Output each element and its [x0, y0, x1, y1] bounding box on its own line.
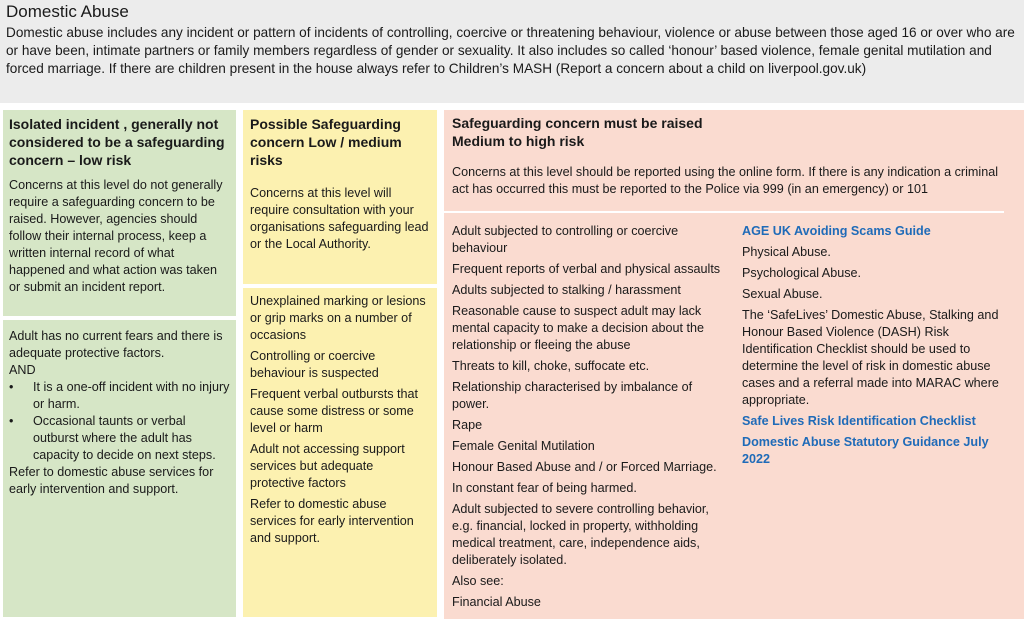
- list-item: Sexual Abuse.: [742, 287, 823, 301]
- medium-risk-title: Possible Safeguarding concern Low / medium risks: [250, 116, 402, 168]
- high-risk-right-list: [742, 223, 1014, 472]
- list-item: Refer to domestic abuse services for early intervention and support.: [250, 497, 414, 545]
- list-item: Reasonable cause to suspect adult may lack mental capacity to make a decision about the relationship or fleeing the abuse: [452, 304, 705, 352]
- high-risk-header: [452, 114, 1012, 198]
- safe-lives-checklist-link[interactable]: Safe Lives Risk Identification Checklist: [742, 414, 976, 428]
- list-item: Controlling or coercive behaviour is suspected: [250, 349, 379, 380]
- high-risk-title: Safeguarding concern must be raised: [452, 115, 703, 131]
- high-risk-subtitle: Medium to high risk: [452, 133, 585, 149]
- medium-risk-header-panel: [243, 110, 437, 284]
- divider: [444, 211, 1004, 213]
- bullet-icon: •: [9, 380, 14, 394]
- header-section: [0, 0, 1024, 103]
- list-item: Adults subjected to stalking / harassment: [452, 283, 681, 297]
- list-item: • It is a one-off incident with no injury or harm.: [9, 380, 230, 411]
- low-risk-body-panel: [3, 320, 236, 617]
- header-description: Domestic abuse includes any incident or pattern of incidents of controlling, coercive or threatening behaviour, violence or abuse between those aged 16 or over who are or have been, intimate partners or family members regardless of gender or sexuality. It also includes so called ‘honour’ based violence, female genital mutilation and forced marriage. If there are children present in the house always refer to Children’s MASH (Report a concern about a child on liverpool.gov.uk): [6, 25, 1015, 76]
- low-risk-title: Isolated incident , generally not considered to be a safeguarding concern – low risk: [9, 116, 225, 168]
- statutory-guidance-link[interactable]: Domestic Abuse Statutory Guidance July 2022: [742, 435, 989, 466]
- medium-risk-body-panel: [243, 288, 437, 617]
- high-risk-left-list: [452, 223, 732, 615]
- bullet-icon: •: [9, 414, 14, 428]
- list-item: Female Genital Mutilation: [452, 439, 595, 453]
- list-item: Frequent verbal outbursts that cause some distress or some level or harm: [250, 387, 419, 435]
- dash-checklist-text: The ‘SafeLives’ Domestic Abuse, Stalking and Honour Based Violence (DASH) Risk Identification Checklist should be used to determine the level of risk in domestic abuse cases and a referral made into MARAC where appropriate.: [742, 308, 999, 407]
- list-item: Adult subjected to severe controlling behavior, e.g. financial, locked in property, withholding medical treatment, care, independence aids, deliberately isolated.: [452, 502, 709, 567]
- high-risk-panel: [444, 110, 1024, 619]
- list-item: Financial Abuse: [452, 595, 541, 609]
- high-risk-intro: Concerns at this level should be reported using the online form. If there is any indication a criminal act has occurred this must be reported to the Police via 999 (in an emergency) or 101: [452, 165, 999, 196]
- list-item: Unexplained marking or lesions or grip marks on a number of occasions: [250, 294, 426, 342]
- low-risk-header-panel: [3, 110, 236, 316]
- list-item: Adult subjected to controlling or coercive behaviour: [452, 224, 679, 255]
- medium-risk-intro: Concerns at this level will require consultation with your organisations safeguarding lead or the Local Authority.: [250, 186, 429, 251]
- list-item: Rape: [452, 418, 483, 432]
- page-title: Domestic Abuse: [6, 2, 129, 21]
- low-risk-body-line: Adult has no current fears and there is adequate protective factors.: [9, 329, 223, 360]
- low-risk-refer: Refer to domestic abuse services for early intervention and support.: [9, 465, 214, 496]
- list-item: Relationship characterised by imbalance of power.: [452, 380, 693, 411]
- list-item: In constant fear of being harmed.: [452, 481, 637, 495]
- low-risk-intro: Concerns at this level do not generally require a safeguarding concern to be raised. However, agencies should follow their internal process, keep a written internal record of what happened and what action was taken or submit an incident report.: [9, 178, 223, 294]
- list-item: • Occasional taunts or verbal outburst where the adult has capacity to decide on next steps.: [9, 414, 216, 462]
- list-item: Threats to kill, choke, suffocate etc.: [452, 359, 650, 373]
- list-item: Frequent reports of verbal and physical assaults: [452, 262, 721, 276]
- age-uk-scams-link[interactable]: AGE UK Avoiding Scams Guide: [742, 224, 931, 238]
- list-item: Also see:: [452, 574, 504, 588]
- list-item: Physical Abuse.: [742, 245, 831, 259]
- list-item: Honour Based Abuse and / or Forced Marriage.: [452, 460, 717, 474]
- low-risk-and: AND: [9, 363, 36, 377]
- list-item: Adult not accessing support services but adequate protective factors: [250, 442, 405, 490]
- list-item: Psychological Abuse.: [742, 266, 862, 280]
